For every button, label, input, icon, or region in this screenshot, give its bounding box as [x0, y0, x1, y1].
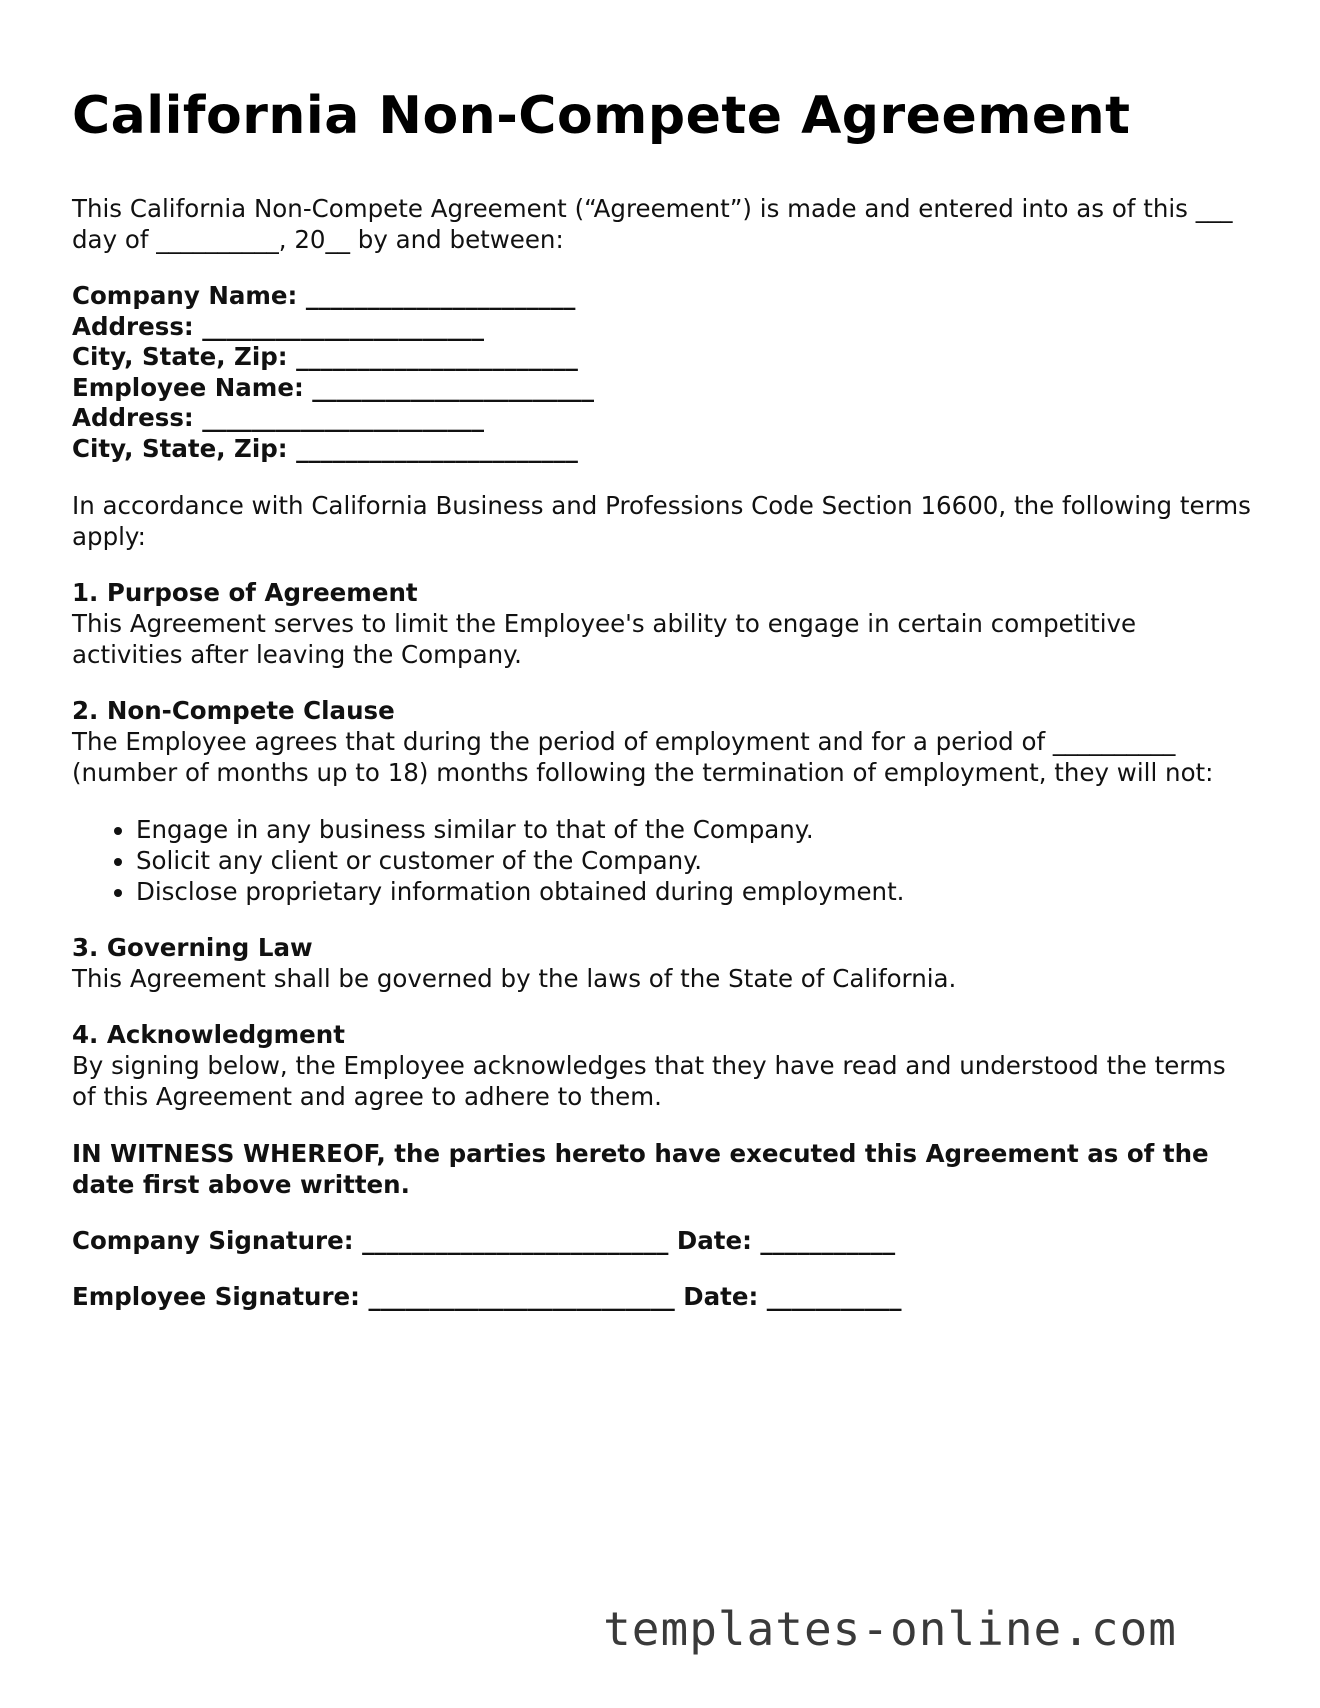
company-address-field[interactable]: Address: _______________________	[72, 311, 484, 341]
employee-address-field[interactable]: Address: _______________________	[72, 403, 484, 433]
list-item: • Disclose proprietary information obtained during employment.	[136, 876, 1252, 907]
watermark: templates-online.com	[603, 1602, 1177, 1656]
section-governing-law	[72, 933, 1252, 994]
witness-statement: IN WITNESS WHEREOF, the parties hereto have executed this Agreement as of the date first above written.	[72, 1139, 1209, 1200]
section-heading: 2. Non-Compete Clause	[72, 696, 395, 726]
section-noncompete	[72, 696, 1252, 907]
party-fields	[72, 281, 1252, 464]
section-heading: 1. Purpose of Agreement	[72, 578, 418, 608]
company-name-field[interactable]: Company Name: ______________________	[72, 281, 576, 311]
section-text: The Employee agrees that during the period of employment and for a period of __________ (number of months up to 18) months following the termination of employment, they will not:	[72, 727, 1214, 788]
section-text: This Agreement serves to limit the Employee's ability to engage in certain competitive activities after leaving the Company.	[72, 609, 1137, 670]
section-text: By signing below, the Employee acknowledges that they have read and understood the terms of this Agreement and agree to adhere to them.	[72, 1051, 1226, 1112]
employee-signature-line[interactable]: Employee Signature: _________________________ Date: ___________	[72, 1282, 902, 1312]
section-heading: 4. Acknowledgment	[72, 1020, 345, 1050]
employee-city-state-zip-field[interactable]: City, State, Zip: _______________________	[72, 433, 578, 463]
restriction-list	[72, 814, 1252, 907]
document-title: California Non-Compete Agreement	[72, 86, 1131, 146]
intro-paragraph: This California Non-Compete Agreement (“Agreement”) is made and entered into as of this ___ day of __________, 20__ by and between:	[72, 194, 1233, 255]
accordance-paragraph: In accordance with California Business and Professions Code Section 16600, the following terms apply:	[72, 491, 1251, 552]
list-item: • Solicit any client or customer of the Company.	[136, 845, 1252, 876]
section-purpose	[72, 578, 1252, 670]
section-text: This Agreement shall be governed by the laws of the State of California.	[72, 964, 957, 994]
company-city-state-zip-field[interactable]: City, State, Zip: _______________________	[72, 342, 578, 372]
employee-name-field[interactable]: Employee Name: _______________________	[72, 372, 595, 402]
document-page	[72, 88, 1252, 1312]
section-heading: 3. Governing Law	[72, 933, 313, 963]
list-item: • Engage in any business similar to that of the Company.	[136, 814, 1252, 845]
company-signature-line[interactable]: Company Signature: _________________________ Date: ___________	[72, 1226, 896, 1256]
section-acknowledgment	[72, 1020, 1252, 1112]
